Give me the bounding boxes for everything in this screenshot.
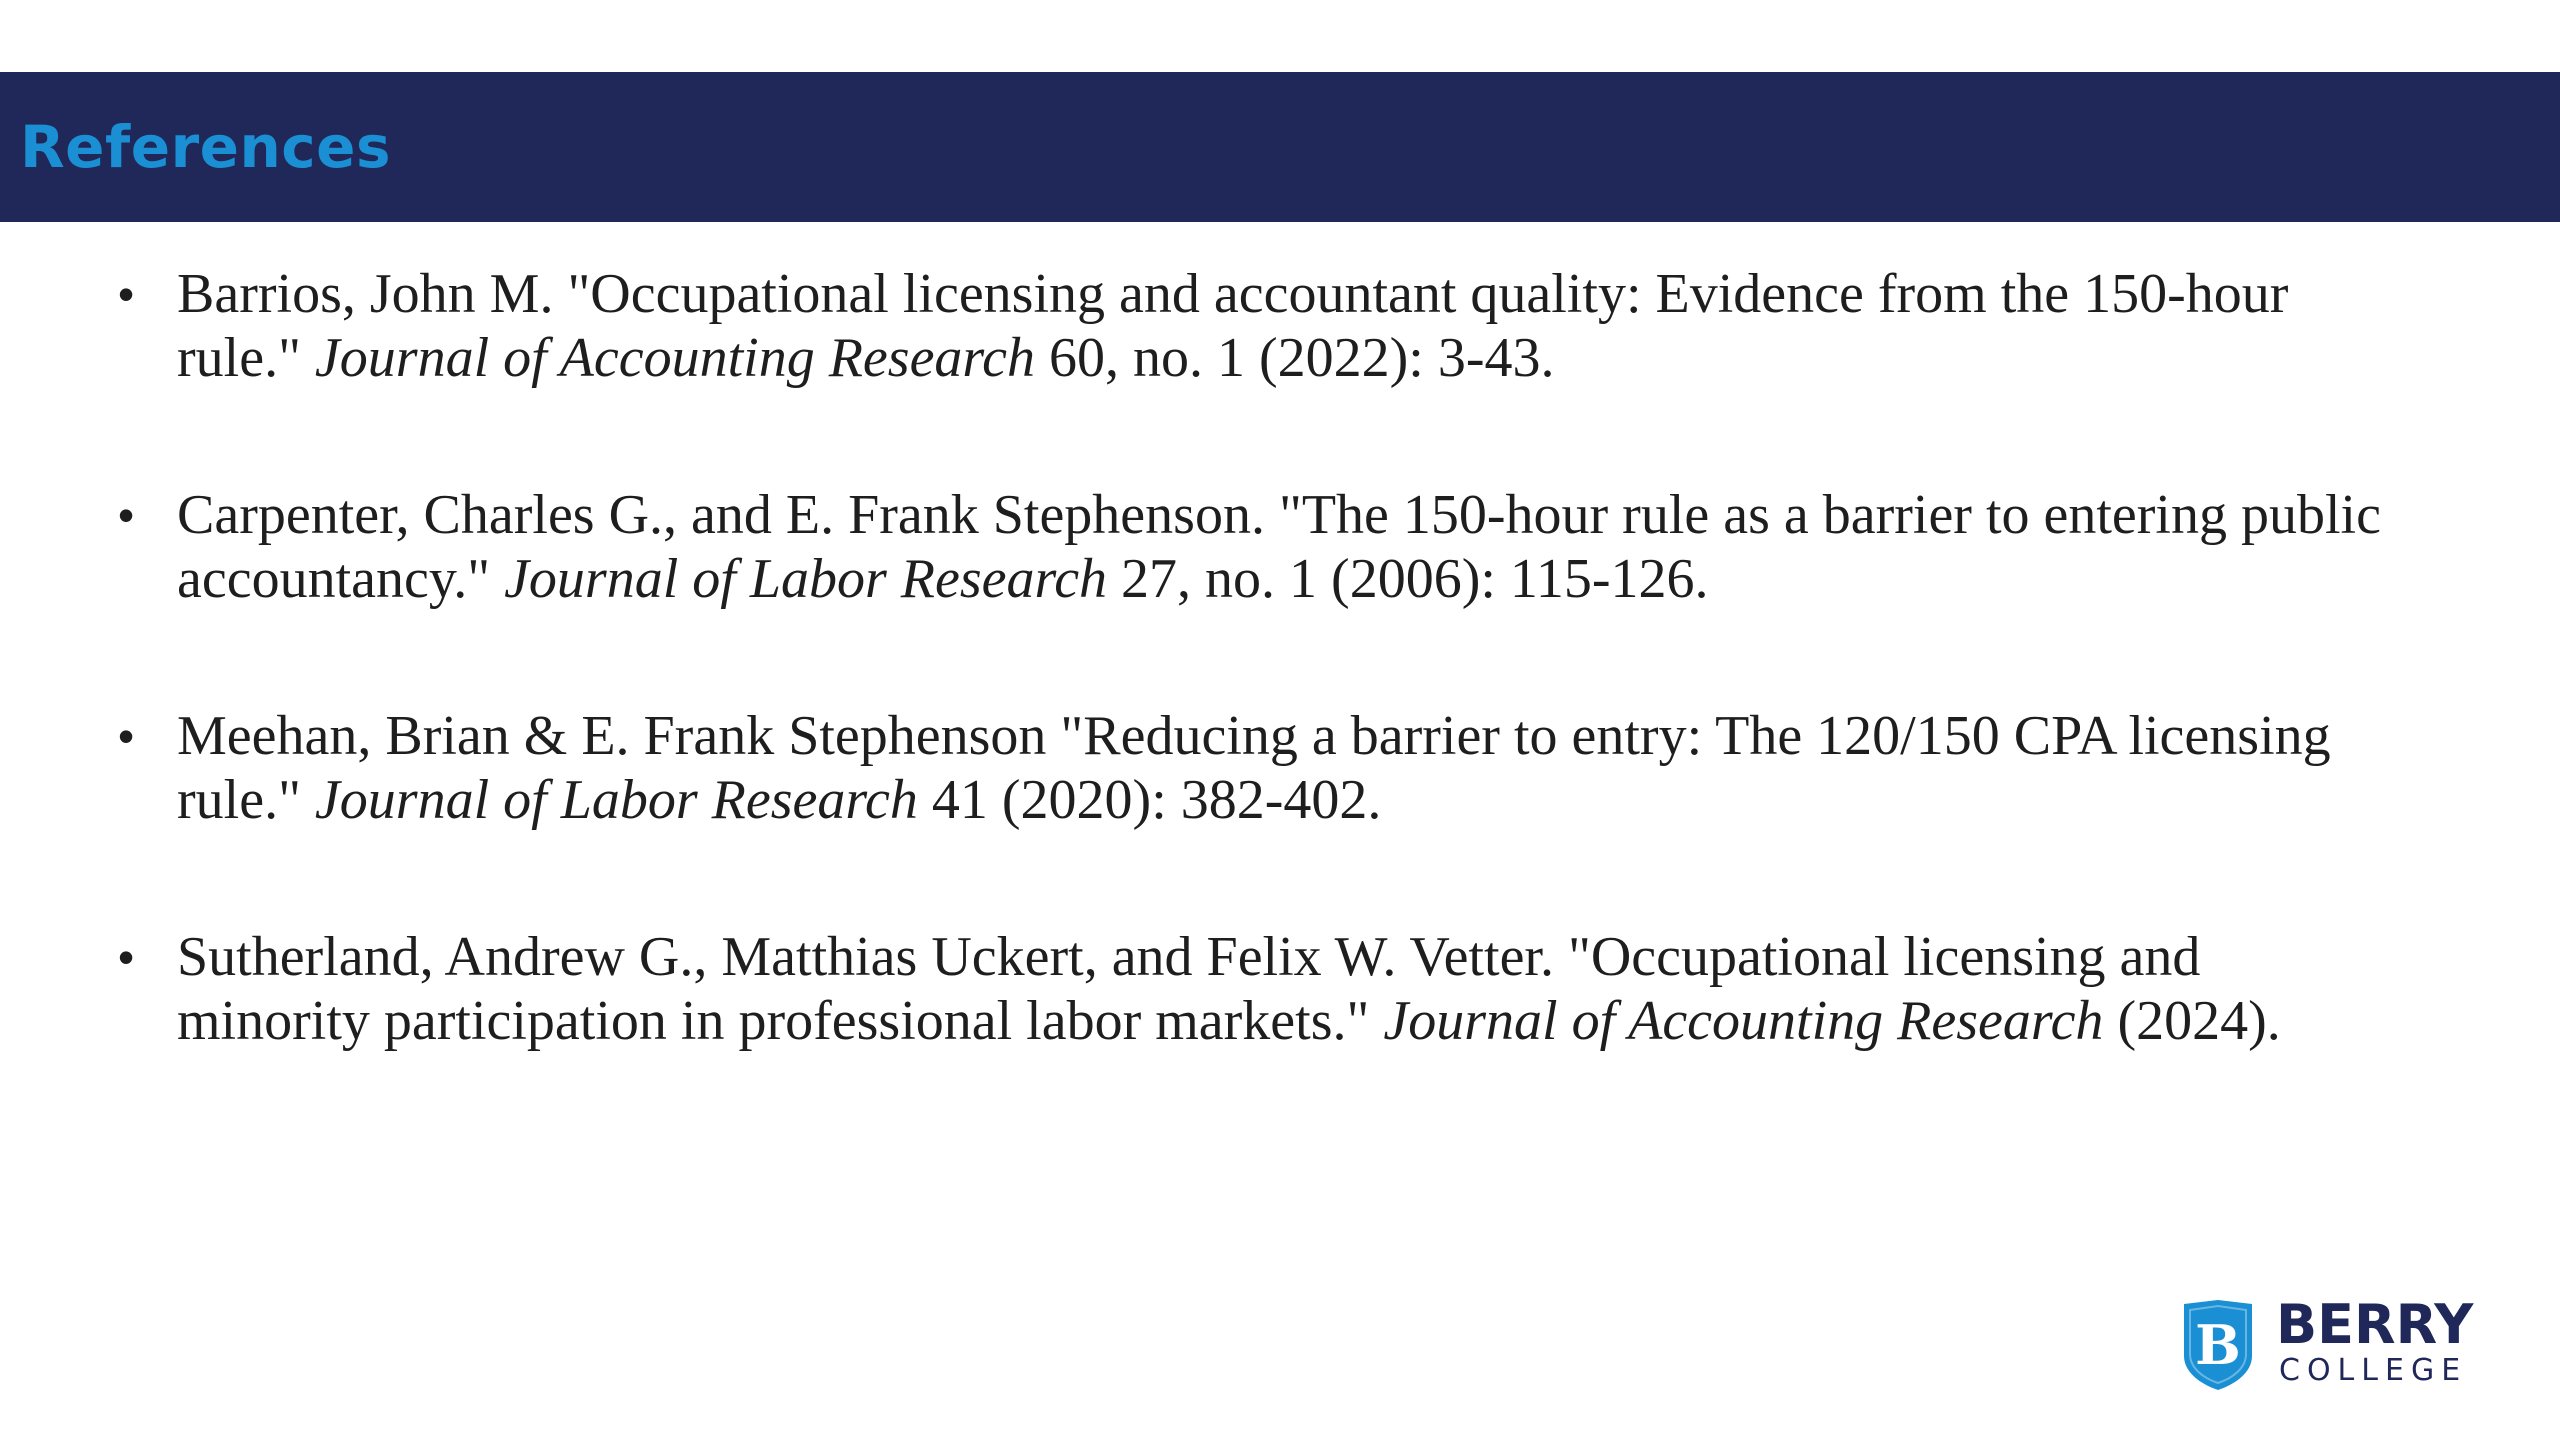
svg-text:B: B (2195, 1313, 2241, 1377)
reference-text: Sutherland, Andrew G., Matthias Uckert, and Felix W. Vetter. "Occupational licensing and minority participation in professional labor markets." (177, 926, 2201, 1052)
reference-item (0, 483, 2397, 611)
reference-journal: Journal of Accounting Research (314, 327, 1035, 389)
reference-journal: Journal of Labor Research (504, 548, 1108, 610)
reference-text: Carpenter, Charles G., and E. Frank Stephenson. "The 150-hour rule as a barrier to entering public accountancy." (177, 484, 2381, 610)
reference-details: 27, no. 1 (2006): 115-126. (1107, 548, 1709, 610)
logo-subtitle: COLLEGE (2279, 1353, 2468, 1388)
berry-college-logo (2180, 1293, 2474, 1392)
reference-details: 60, no. 1 (2022): 3-43. (1035, 327, 1555, 389)
reference-item (0, 925, 2397, 1053)
title-bar (0, 72, 2560, 222)
reference-details: (2024). (2103, 990, 2281, 1052)
reference-item (0, 704, 2397, 832)
logo-wordmark: BERRY (2276, 1293, 2474, 1356)
reference-journal: Journal of Labor Research (314, 769, 918, 831)
bullet-icon: • (118, 489, 135, 541)
reference-text: Meehan, Brian & E. Frank Stephenson "Reducing a barrier to entry: The 120/150 CPA licensing rule." (177, 705, 2331, 831)
reference-journal: Journal of Accounting Research (1383, 990, 2104, 1052)
bullet-icon: • (118, 710, 135, 762)
reference-list (0, 262, 2560, 1146)
bullet-icon: • (118, 268, 135, 320)
reference-details: 41 (2020): 382-402. (917, 769, 1382, 831)
bullet-icon: • (118, 931, 135, 983)
reference-text: Barrios, John M. "Occupational licensing and accountant quality: Evidence from the 150-hour rule." (177, 263, 2289, 389)
slide-title: References (20, 113, 392, 181)
berry-college-shield-icon (2180, 1298, 2256, 1392)
reference-item (0, 262, 2397, 390)
